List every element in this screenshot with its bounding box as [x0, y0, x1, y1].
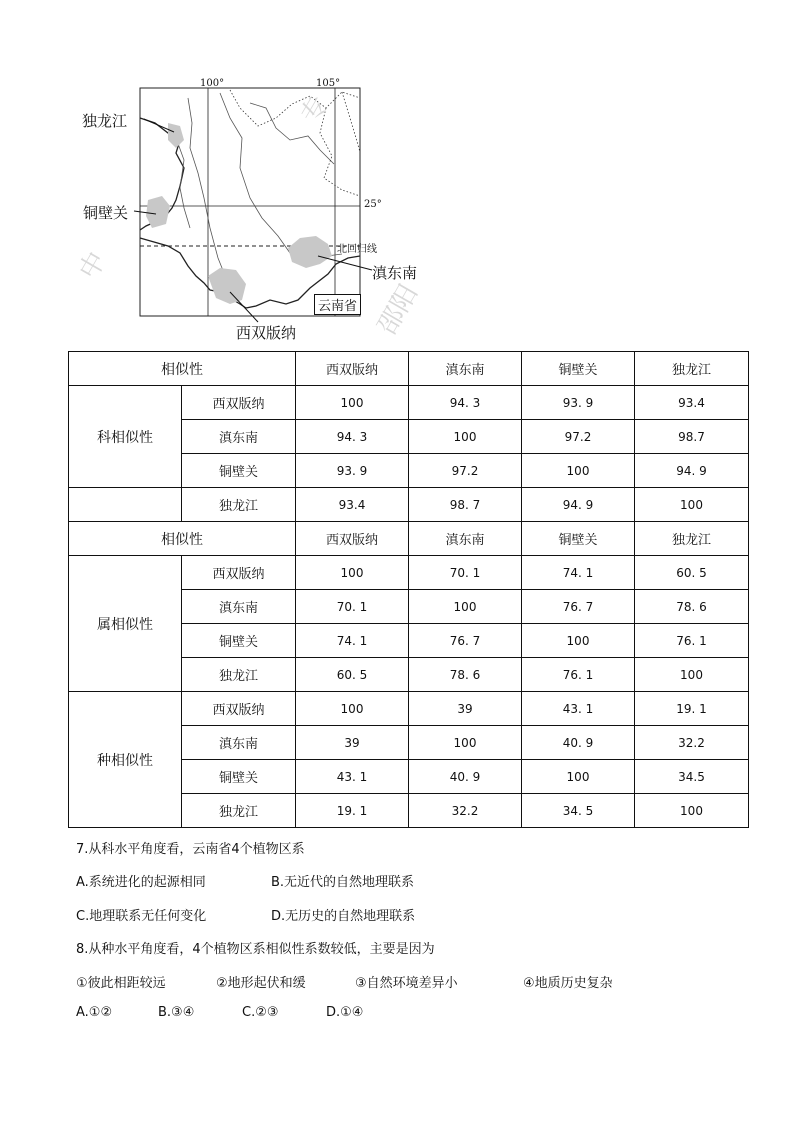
value-cell: 100	[296, 692, 409, 726]
row-label-cell: 铜壁关	[182, 760, 296, 794]
column-header: 铜壁关	[522, 522, 635, 556]
longitude-105-label: 105°	[316, 78, 341, 89]
column-header: 滇东南	[409, 352, 522, 386]
watermark-text: 专	[295, 90, 335, 129]
row-label-cell: 滇东南	[182, 726, 296, 760]
value-cell: 76. 7	[522, 590, 635, 624]
region-tongbiguan	[146, 196, 170, 228]
table-header-row	[69, 522, 749, 556]
value-cell: 40. 9	[522, 726, 635, 760]
statement-3: ③自然环境差异小	[355, 976, 458, 991]
value-cell: 74. 1	[296, 624, 409, 658]
header-label-cell: 相似性	[69, 352, 296, 386]
table-row	[69, 692, 749, 726]
statement-4: ④地质历史复杂	[523, 976, 613, 991]
value-cell: 76. 7	[409, 624, 522, 658]
value-cell: 100	[296, 556, 409, 590]
value-cell: 78. 6	[635, 590, 749, 624]
value-cell: 32.2	[635, 726, 749, 760]
value-cell: 100	[522, 760, 635, 794]
option-8d: D.①④	[326, 1005, 364, 1020]
similarity-table	[68, 351, 749, 828]
value-cell: 19. 1	[635, 692, 749, 726]
table-row	[69, 556, 749, 590]
value-cell: 93. 9	[522, 386, 635, 420]
value-cell: 97.2	[522, 420, 635, 454]
table-row	[69, 386, 749, 420]
watermark-text: 邵阳	[372, 279, 425, 340]
value-cell: 100	[635, 794, 749, 828]
row-label-cell: 滇东南	[182, 420, 296, 454]
value-cell: 39	[296, 726, 409, 760]
column-header: 独龙江	[635, 522, 749, 556]
value-cell: 100	[522, 454, 635, 488]
value-cell: 74. 1	[522, 556, 635, 590]
column-header: 滇东南	[409, 522, 522, 556]
value-cell: 100	[635, 658, 749, 692]
value-cell: 40. 9	[409, 760, 522, 794]
tropic-label: 北回归线	[337, 244, 377, 255]
value-cell: 43. 1	[296, 760, 409, 794]
region-diandongnan	[288, 236, 332, 268]
value-cell: 70. 1	[296, 590, 409, 624]
map-frame	[140, 88, 360, 316]
value-cell: 94. 3	[296, 420, 409, 454]
place-label-diandongnan: 滇东南	[372, 264, 418, 282]
group-name-cell: 属相似性	[69, 556, 182, 692]
table-header-row	[69, 352, 749, 386]
row-label-cell: 铜壁关	[182, 624, 296, 658]
question-8-stem: 8.从种水平角度看，4个植物区系相似性系数较低，主要是因为	[76, 942, 435, 957]
option-7b: B.无近代的自然地理联系	[271, 875, 415, 890]
value-cell: 19. 1	[296, 794, 409, 828]
option-8a: A.①②	[76, 1005, 113, 1020]
group-cell-empty	[69, 488, 182, 522]
value-cell: 93.4	[635, 386, 749, 420]
column-header: 西双版纳	[296, 522, 409, 556]
question-7-stem: 7.从科水平角度看，云南省4个植物区系	[76, 842, 305, 857]
option-8c: C.②③	[242, 1005, 279, 1020]
table-row	[69, 488, 749, 522]
column-header: 独龙江	[635, 352, 749, 386]
value-cell: 97.2	[409, 454, 522, 488]
region-dulongjiang	[168, 123, 184, 148]
statement-1: ①彼此相距较远	[76, 976, 166, 991]
value-cell: 76. 1	[635, 624, 749, 658]
value-cell: 98.7	[635, 420, 749, 454]
place-label-tongbiguan: 铜壁关	[83, 204, 129, 222]
value-cell: 100	[522, 624, 635, 658]
value-cell: 76. 1	[522, 658, 635, 692]
value-cell: 39	[409, 692, 522, 726]
place-label-dulongjiang: 独龙江	[82, 112, 128, 130]
value-cell: 93. 9	[296, 454, 409, 488]
value-cell: 70. 1	[409, 556, 522, 590]
value-cell: 94. 3	[409, 386, 522, 420]
row-label-cell: 独龙江	[182, 794, 296, 828]
value-cell: 98. 7	[409, 488, 522, 522]
value-cell: 60. 5	[296, 658, 409, 692]
province-label: 云南省	[314, 294, 361, 315]
row-label-cell: 西双版纳	[182, 556, 296, 590]
value-cell: 34.5	[635, 760, 749, 794]
value-cell: 100	[409, 726, 522, 760]
row-label-cell: 西双版纳	[182, 692, 296, 726]
statement-2: ②地形起伏和缓	[216, 976, 306, 991]
region-xishuangbanna	[208, 268, 246, 304]
river	[176, 138, 190, 228]
row-label-cell: 独龙江	[182, 488, 296, 522]
watermark-text: 中	[73, 246, 113, 285]
option-8b: B.③④	[158, 1005, 195, 1020]
value-cell: 100	[296, 386, 409, 420]
value-cell: 94. 9	[522, 488, 635, 522]
group-name-cell: 科相似性	[69, 386, 182, 488]
option-7c: C.地理联系无任何变化	[76, 909, 207, 924]
value-cell: 93.4	[296, 488, 409, 522]
option-7d: D.无历史的自然地理联系	[271, 909, 416, 924]
latitude-25-label: 25°	[364, 199, 382, 210]
leader-diandongnan	[318, 256, 372, 270]
row-label-cell: 独龙江	[182, 658, 296, 692]
row-label-cell: 西双版纳	[182, 386, 296, 420]
row-label-cell: 滇东南	[182, 590, 296, 624]
group-name-cell: 种相似性	[69, 692, 182, 828]
value-cell: 78. 6	[409, 658, 522, 692]
column-header: 铜壁关	[522, 352, 635, 386]
value-cell: 100	[409, 420, 522, 454]
value-cell: 100	[635, 488, 749, 522]
value-cell: 94. 9	[635, 454, 749, 488]
value-cell: 100	[409, 590, 522, 624]
option-7a: A.系统进化的起源相同	[76, 875, 206, 890]
value-cell: 32.2	[409, 794, 522, 828]
row-label-cell: 铜壁关	[182, 454, 296, 488]
value-cell: 60. 5	[635, 556, 749, 590]
longitude-100-label: 100°	[200, 78, 225, 89]
provincial-border	[342, 92, 360, 152]
value-cell: 34. 5	[522, 794, 635, 828]
value-cell: 43. 1	[522, 692, 635, 726]
column-header: 西双版纳	[296, 352, 409, 386]
place-label-xishuangbanna: 西双版纳	[236, 324, 297, 342]
header-label-cell: 相似性	[69, 522, 296, 556]
